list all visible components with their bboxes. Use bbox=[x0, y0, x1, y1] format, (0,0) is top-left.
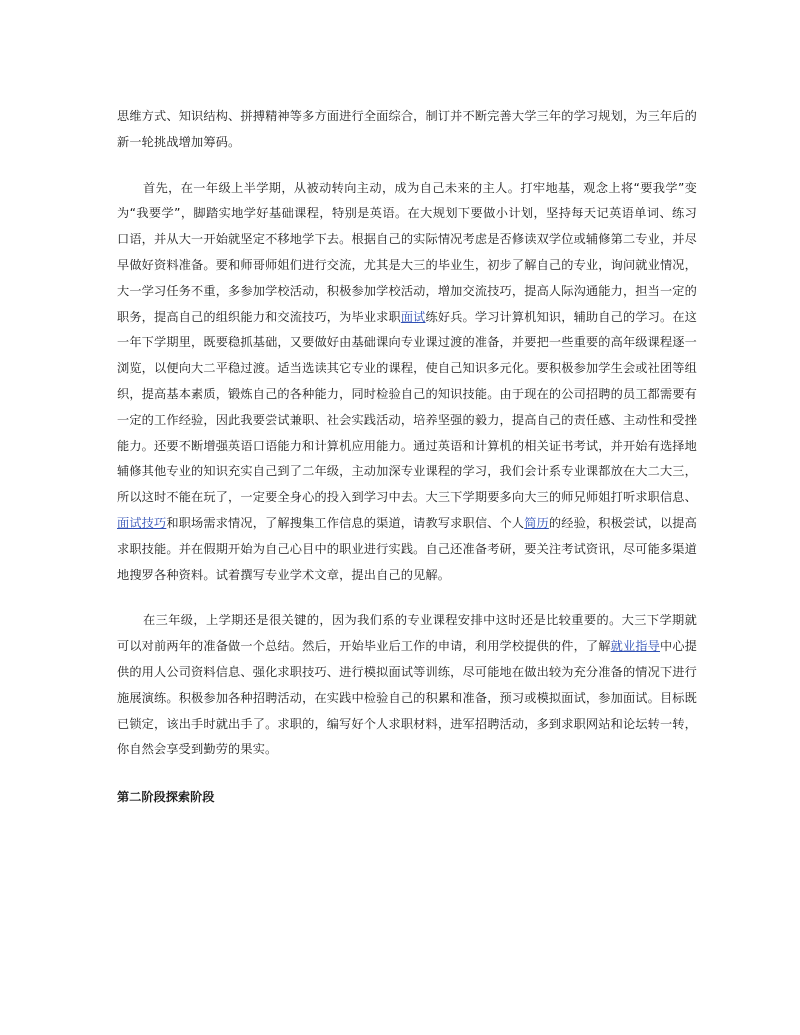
paragraph-third-year bbox=[117, 608, 697, 763]
link-resume[interactable]: 简历 bbox=[524, 515, 549, 530]
document-page bbox=[117, 104, 697, 811]
link-interview[interactable]: 面试 bbox=[400, 309, 426, 324]
section-heading: 第二阶段探索阶段 bbox=[117, 790, 215, 805]
text-segment: 练好兵。学习计算机知识，辅助自己的学习。在这一年下学期里，既要稳抓基础，又要做好由基础课向专业课过渡的准备，并要把一些重要的高年级课程逐一浏览，以便向大二平稳过渡。适当选读其它专业的课程，使自己知识多元化。要积极参加学生会或社团等组织，提高基本素质，锻炼自己的各种能力，同时检验自己的知识技能。由于现在的公司招聘的员工都需要有一定的工作经验，因此我要尝试兼职、社会实践活动，培养坚强的毅力，提高自己的责任感、主动性和受挫能力。还要不断增强英语口语能力和计算机应用能力。通过英语和计算机的相关证书考试，并开始有选择地辅修其他专业的知识充实自己到了二年级，主动加深专业课程的学习，我们会计系专业课都放在大二大三，所以这时不能在玩了，一定要全身心的投入到学习中去。大三下学期要多向大三的师兄师姐打听求职信息、 bbox=[117, 309, 697, 505]
link-interview-skills[interactable]: 面试技巧 bbox=[117, 515, 167, 530]
paragraph-intro-text: 思维方式、知识结构、拼搏精神等多方面进行全面综合，制订并不断完善大学三年的学习规划，为三年后的新一轮挑战增加筹码。 bbox=[117, 109, 697, 149]
paragraph-first-year bbox=[117, 176, 697, 589]
text-segment: 的经验，积极尝试，以提高求职技能。并在假期开始为自己心目中的职业进行实践。自己还准备考研，要关注考试资讯，尽可能多渠道地搜罗各种资料。试着撰写专业学术文章，提出自己的见解。 bbox=[117, 515, 697, 582]
text-segment: 和职场需求情况，了解搜集工作信息的渠道，请教写求职信、个人 bbox=[166, 515, 525, 530]
link-career-guidance[interactable]: 就业指导 bbox=[610, 639, 660, 654]
text-segment: 首先，在一年级上半学期，从被动转向主动，成为自己未来的主人。打牢地基，观念上将“要我学”变为“我要学”，脚踏实地学好基础课程，特别是英语。在大规划下要做小计划，坚持每天记英语单词、练习口语，并从大一开始就坚定不移地学下去。根据自己的实际情况考虑是否修读双学位或辅修第二专业，并尽早做好资料准备。要和师哥师姐们进行交流，尤其是大三的毕业生，初步了解自己的专业，询问就业情况，大一学习任务不重，多参加学校活动，积极参加学校活动，增加交流技巧，提高人际沟通能力，担当一定的职务，提高自己的组织能力和交流技巧，为毕业求职 bbox=[117, 180, 697, 324]
text-segment: 中心提供的用人公司资料信息、强化求职技巧、进行模拟面试等训练，尽可能地在做出较为充分准备的情况下进行施展演练。积极参加各种招聘活动，在实践中检验自己的积累和准备，预习或模拟面试，参加面试。目标既已锁定，该出手时就出手了。求职的，编写好个人求职材料，进军招聘活动，多到求职网站和论坛转一转，你自然会享受到勤劳的果实。 bbox=[117, 639, 698, 757]
paragraph-intro bbox=[117, 104, 697, 156]
text-segment: 在三年级，上学期还是很关键的，因为我们系的专业课程安排中这时还是比较重要的。大三下学期就可以对前两年的准备做一个总结。然后，开始毕业后工作的申请，利用学校提供的件，了解 bbox=[117, 613, 697, 654]
